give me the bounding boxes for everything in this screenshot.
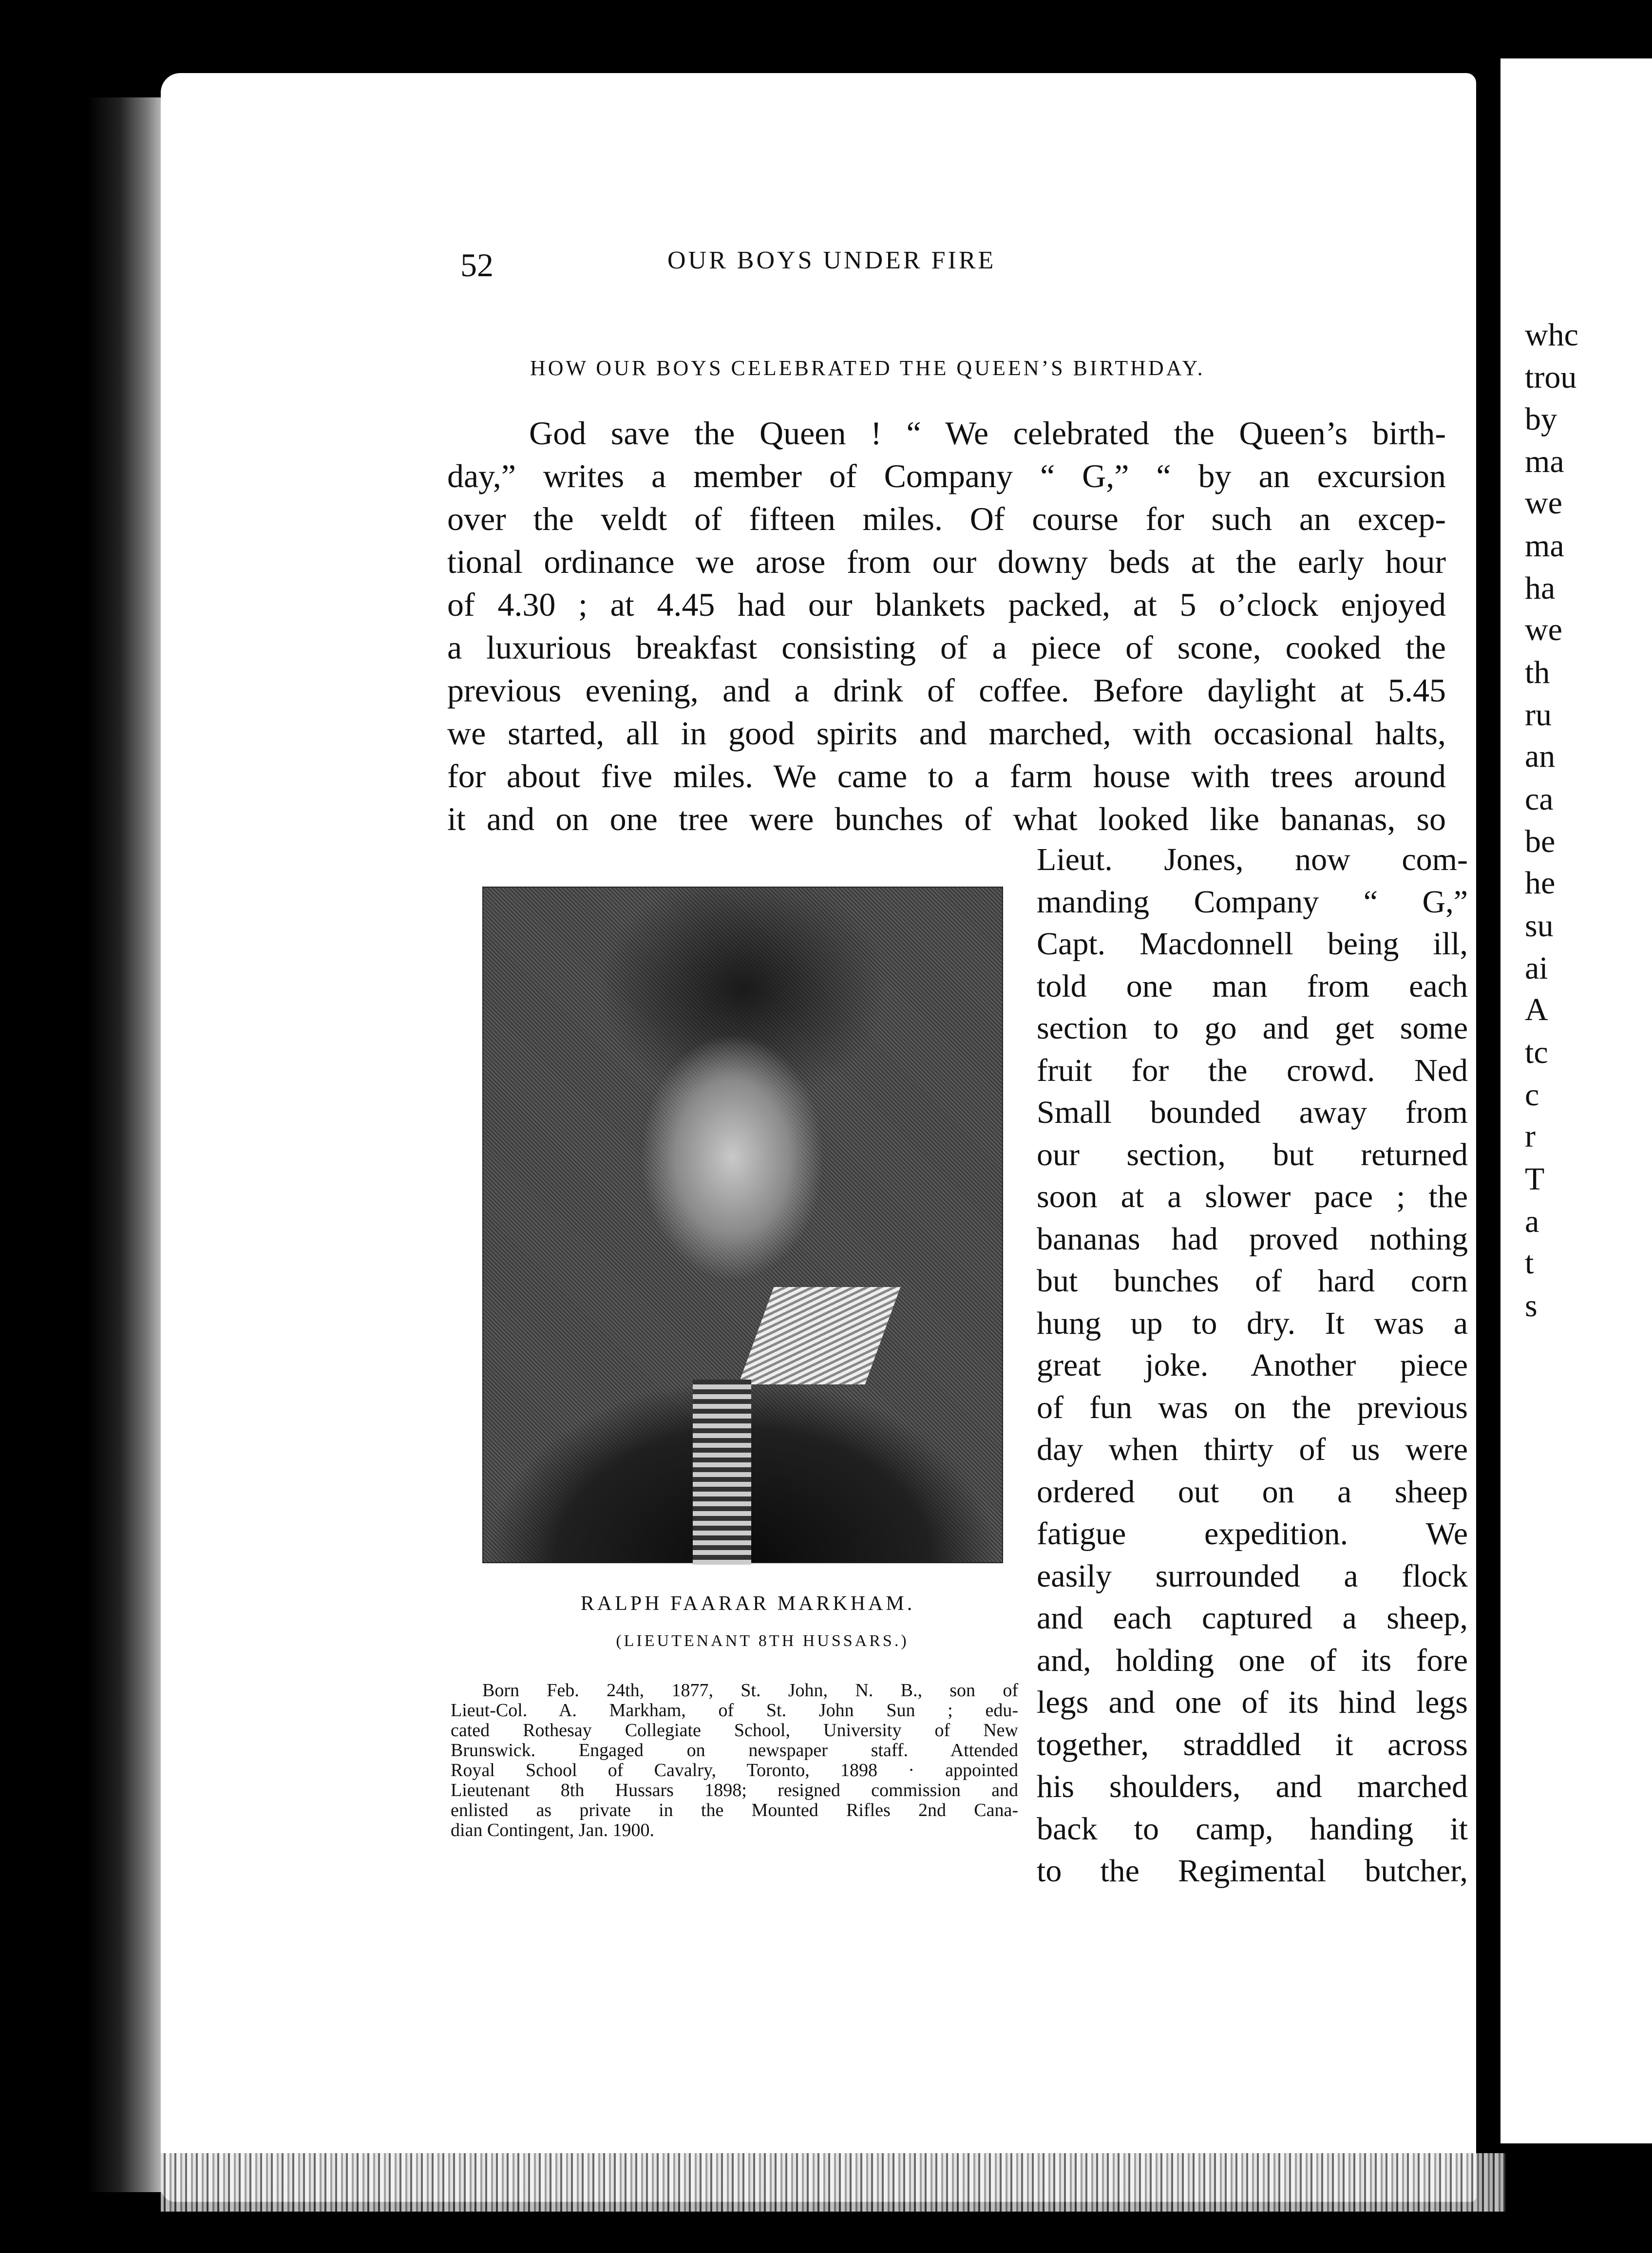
text-line: fruit for the crowd. Ned xyxy=(1037,1052,1468,1088)
facing-page-fragment: A xyxy=(1525,992,1548,1027)
text-line: for about five miles. We came to a farm house with trees around xyxy=(447,757,1446,795)
running-head: OUR BOYS UNDER FIRE xyxy=(667,246,996,274)
text-line: we started, all in good spirits and marched, with occasional halts, xyxy=(447,715,1446,752)
text-line: ordered out on a sheep xyxy=(1037,1474,1468,1510)
text-line: great joke. Another piece xyxy=(1037,1347,1468,1383)
uniform-braid xyxy=(693,1380,751,1565)
caption-line: Lieut-Col. A. Markham, of St. John Sun ; edu- xyxy=(451,1700,1018,1721)
text-line: to the Regimental butcher, xyxy=(1037,1853,1468,1889)
caption-rank: (LIEUTENANT 8TH HUSSARS.) xyxy=(616,1632,909,1650)
text-line: legs and one of its hind legs xyxy=(1037,1685,1468,1720)
caption-line: Lieutenant 8th Hussars 1898; resigned commission and xyxy=(451,1780,1018,1800)
text-line: back to camp, handing it xyxy=(1037,1811,1468,1847)
caption-name: RALPH FAARAR MARKHAM. xyxy=(580,1592,915,1615)
text-line: our section, but returned xyxy=(1037,1136,1468,1173)
text-line: soon at a slower pace ; the xyxy=(1037,1179,1468,1214)
text-line: day,” writes a member of Company “ G,” “ by an excursion xyxy=(447,457,1446,494)
facing-page-fragment: ha xyxy=(1525,570,1556,606)
text-line: easily surrounded a flock xyxy=(1037,1558,1468,1594)
text-line: day when thirty of us were xyxy=(1037,1432,1468,1467)
text-line: it and on one tree were bunches of what looked like bananas, so xyxy=(447,800,1446,837)
facing-page-fragment: t xyxy=(1525,1245,1534,1281)
text-line: his shoulders, and marched xyxy=(1037,1769,1468,1804)
facing-page-fragment: an xyxy=(1525,738,1556,774)
facing-page-fragment: whc xyxy=(1525,317,1578,353)
caption-line: dian Contingent, Jan. 1900. xyxy=(451,1820,654,1840)
text-line: bananas had proved nothing xyxy=(1037,1221,1468,1257)
text-line: and each captured a sheep, xyxy=(1037,1600,1468,1636)
text-line: Lieut. Jones, now com- xyxy=(1037,842,1468,877)
facing-page-fragment: s xyxy=(1525,1288,1538,1324)
text-line: Capt. Macdonnell being ill, xyxy=(1037,926,1468,962)
text-line: Small bounded away from xyxy=(1037,1095,1468,1130)
text-line: told one man from each xyxy=(1037,968,1468,1004)
facing-page-fragment: th xyxy=(1525,655,1550,690)
page-edges xyxy=(161,2153,1505,2212)
section-title: HOW OUR BOYS CELEBRATED THE QUEEN’S BIRTHDAY. xyxy=(530,356,1205,380)
facing-page-fragment: ai xyxy=(1525,950,1548,986)
portrait-photo xyxy=(482,887,1003,1563)
facing-page-fragment: r xyxy=(1525,1118,1536,1154)
text-line: manding Company “ G,” xyxy=(1037,884,1468,920)
facing-page-fragment: he xyxy=(1525,865,1556,901)
text-line: previous evening, and a drink of coffee. Before daylight at 5.45 xyxy=(447,672,1446,709)
uniform-collar xyxy=(739,1287,901,1384)
text-line: hung up to dry. It was a xyxy=(1037,1305,1468,1341)
text-line: over the veldt of fifteen miles. Of course for such an excep- xyxy=(447,500,1446,537)
caption-bio xyxy=(451,1681,1018,1840)
text-line: tional ordinance we arose from our downy beds at the early hour xyxy=(447,543,1446,580)
facing-page-fragment: a xyxy=(1525,1204,1539,1239)
facing-page-fragment: by xyxy=(1525,401,1557,437)
text-line: God save the Queen ! “ We celebrated the Queen’s birth- xyxy=(529,415,1446,452)
facing-page-fragment: we xyxy=(1525,612,1562,647)
facing-page-fragment: ca xyxy=(1525,781,1554,817)
facing-page xyxy=(1500,58,1652,2143)
page-number: 52 xyxy=(460,246,494,284)
facing-page-fragment: ma xyxy=(1525,528,1564,564)
facing-page-fragment: T xyxy=(1525,1161,1545,1197)
text-line: of 4.30 ; at 4.45 had our blankets packed, at 5 o’clock enjoyed xyxy=(447,586,1446,623)
body-text-full-width xyxy=(447,412,1446,840)
text-line: and, holding one of its fore xyxy=(1037,1642,1468,1678)
gutter-shadow xyxy=(1481,44,1500,2163)
body-text-column xyxy=(1037,839,1468,1893)
caption-line: Born Feb. 24th, 1877, St. John, N. B., son of xyxy=(482,1680,1018,1701)
caption-line: cated Rothesay Collegiate School, University of New xyxy=(451,1720,1018,1741)
caption-line: Royal School of Cavalry, Toronto, 1898 · appointed xyxy=(451,1760,1018,1780)
text-line: section to go and get some xyxy=(1037,1010,1468,1046)
facing-page-fragment: be xyxy=(1525,824,1556,859)
facing-page-fragment: c xyxy=(1525,1077,1539,1113)
facing-page-fragment: we xyxy=(1525,485,1562,521)
facing-page-fragment: ru xyxy=(1525,697,1552,733)
caption-line: Brunswick. Engaged on newspaper staff. Attended xyxy=(451,1740,1018,1761)
text-line: but bunches of hard corn xyxy=(1037,1263,1468,1299)
text-line: a luxurious breakfast consisting of a piece of scone, cooked the xyxy=(447,629,1446,666)
facing-page-fragment: ma xyxy=(1525,444,1564,479)
text-line: of fun was on the previous xyxy=(1037,1389,1468,1425)
facing-page-fragment: su xyxy=(1525,908,1554,944)
facing-page-fragment: trou xyxy=(1525,360,1577,395)
text-line: together, straddled it across xyxy=(1037,1726,1468,1762)
facing-page-fragment: tc xyxy=(1525,1035,1548,1070)
text-line: fatigue expedition. We xyxy=(1037,1516,1468,1552)
caption-line: enlisted as private in the Mounted Rifles 2nd Cana- xyxy=(451,1800,1018,1820)
